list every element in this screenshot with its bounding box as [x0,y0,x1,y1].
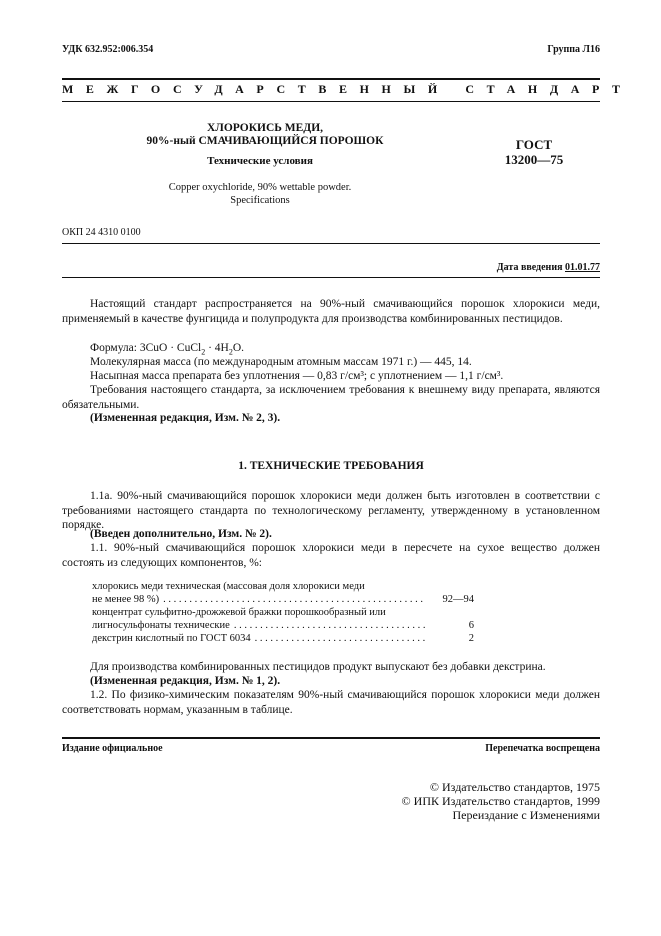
standard-banner: МЕЖГОСУДАРСТВЕННЫЙ СТАНДАРТ [62,82,633,96]
document-subtitle: Технические условия [207,155,313,167]
formula-label: Формула: 3CuO · CuCl [90,342,202,354]
top-rule [62,78,600,80]
component-3-line-2: декстрин кислотный по ГОСТ 6034 [92,633,251,644]
formula-end: O. [232,342,245,354]
introduction-date [497,262,600,273]
component-row-2 [92,606,474,632]
component-2-value: 6 [468,620,474,631]
copyright-1999: © ИПК Издательство стандартов, 1999 [401,794,600,808]
okp-code: ОКП 24 4310 0100 [62,227,141,238]
formula-subscript-2: 2 [228,347,233,357]
reprint-prohibited: Перепечатка воспрещена [485,743,600,754]
molecular-mass: Молекулярная масса (по международным атомным массам 1971 г.) — 445, 14. [90,356,472,368]
component-2-line-1: концентрат сульфитно-дрожжевой бражки порошкообразный или [92,607,386,618]
component-2-line-2: лигносульфонаты технические [92,620,230,631]
component-1-value: 92—94 [442,594,474,605]
title-line-1: ХЛОРОКИСЬ МЕДИ, [206,122,324,134]
udk-code: УДК 632.952:006.354 [62,44,154,55]
formula-subscript: 2 [201,347,206,357]
component-1-line-2: не менее 98 %) [92,594,160,605]
footer-rule [62,737,600,739]
okp-rule [62,243,600,244]
date-value: 01.01.77 [565,262,600,273]
document-title [100,122,430,148]
component-row-3 [92,632,474,645]
intro-paragraph: Настоящий стандарт распространяется на 90%-ный смачивающийся порошок хлорокиси меди, применяемый в качестве фунгицида и полупродукта для производства комбинированных пестицидов. [62,298,600,325]
mandatory-requirements: Требования настоящего стандарта, за исключением требования к внешнему виду препарата, являются обязательными. [62,384,600,411]
paragraph-1-1: 1.1. 90%-ный смачивающийся порошок хлорокиси меди в пересчете на сухое вещество должен состоять из следующих компонентов, %: [62,542,600,569]
copyright-1975: © Издательство стандартов, 1975 [429,780,600,794]
component-1-line-1: хлорокись меди техническая (массовая доля хлорокиси меди [92,581,365,592]
leader-dots [163,593,426,606]
paragraph-1-2: 1.2. По физико-химическим показателям 90%-ный смачивающийся порошок хлорокиси меди должен соответствовать нормам, указанным в таблице. [62,689,600,716]
group-code: Группа Л16 [547,44,600,55]
component-row-1 [92,580,474,606]
date-label: Дата введения [496,262,563,273]
gost-label: ГОСТ [515,137,553,152]
formula-rest: · 4H [205,342,229,354]
paragraph-1-1a-note: (Введен дополнительно, Изм. № 2). [90,528,272,540]
section-1-revision-note: (Измененная редакция, Изм. № 1, 2). [90,675,281,687]
note-without-dextrin: Для производства комбинированных пестицидов продукт выпускают без добавки декстрина. [90,661,546,673]
date-rule [62,277,600,278]
gost-designation [484,137,584,167]
gost-number: 13200—75 [504,152,564,167]
component-3-value: 2 [468,633,474,644]
bulk-mass: Насыпная масса препарата без уплотнения — 0,83 г/см³; с уплотнением — 1,1 г/см³. [90,370,504,382]
banner-rule [62,101,600,102]
title-line-2: 90%-ный СМАЧИВАЮЩИЙСЯ ПОРОШОК [146,135,384,147]
leader-dots [234,619,426,632]
copyright-block [402,780,600,822]
english-title [80,182,440,207]
english-title-line-2: Specifications [230,194,290,206]
official-edition: Издание официальное [62,743,163,754]
paragraph-1-1a: 1.1а. 90%-ный смачивающийся порошок хлорокиси меди должен быть изготовлен в соответствии с требованиями настоящего стандарта по технологическому регламенту, утвержденному в установленном порядке. [62,490,600,531]
english-title-line-1: Copper oxychloride, 90% wettable powder. [168,182,352,193]
intro-revision-note: (Измененная редакция, Изм. № 2, 3). [90,412,281,424]
reissue-note: Переиздание с Изменениями [452,808,600,822]
section-1-heading: 1. ТЕХНИЧЕСКИЕ ТРЕБОВАНИЯ [238,460,424,472]
leader-dots [255,632,426,645]
